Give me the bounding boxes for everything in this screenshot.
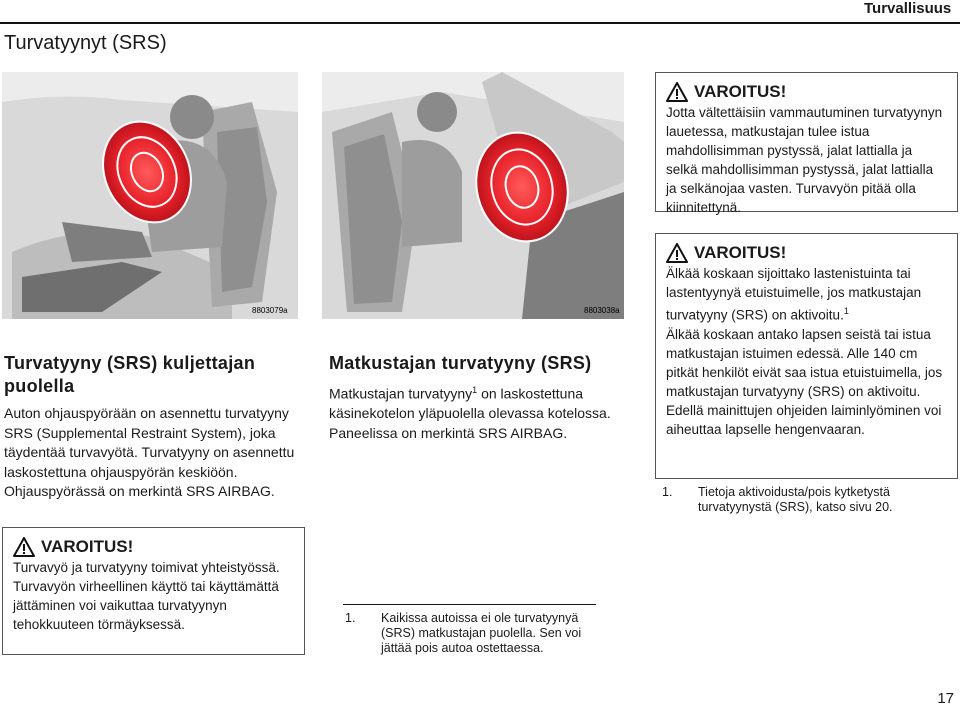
footnote-number: 1. bbox=[662, 485, 673, 499]
warning-body bbox=[666, 264, 947, 439]
passenger-section bbox=[329, 352, 629, 443]
header-rule bbox=[0, 22, 960, 24]
footnote-text: Tietoja aktivoidusta/pois kytketystä turvatyynystä (SRS), katso sivu 20. bbox=[698, 485, 893, 514]
warning-title: VAROITUS! bbox=[41, 537, 134, 556]
footnote-text: Kaikissa autoissa ei ole turvatyynyä (SRS) matkustajan puolella. Sen voi jättää pois autoa ostettaessa. bbox=[381, 611, 582, 655]
passenger-illustration-code: 8803038a bbox=[584, 306, 620, 315]
warning-title: VAROITUS! bbox=[694, 243, 787, 262]
footnote-right bbox=[662, 485, 958, 515]
footnote-number: 1. bbox=[345, 611, 356, 625]
page-number: 17 bbox=[937, 690, 954, 707]
warning-box-middle bbox=[655, 233, 958, 479]
passenger-airbag-illustration bbox=[322, 72, 624, 319]
driver-section-body: Auton ohjauspyörään on asennettu turvatyyny SRS (Supplemental Restraint System), joka täydentää turvavyötä. Turvatyyny on asennettu laskostettuna ohjauspyörän keskiöön. Ohjauspyörässä on merkintä SRS AIRBAG. bbox=[4, 405, 295, 499]
passenger-body-end: on laskostettuna käsinekotelon yläpuolella olevassa kotelossa. Paneelissa on merkintä SRS AIRBAG. bbox=[329, 385, 611, 441]
driver-airbag-illustration bbox=[2, 72, 298, 319]
driver-section bbox=[4, 352, 304, 502]
warning-header bbox=[666, 81, 947, 103]
passenger-section-heading: Matkustajan turvatyyny (SRS) bbox=[329, 353, 592, 373]
driver-illustration-code: 8803079a bbox=[252, 306, 288, 315]
warning-header bbox=[13, 536, 294, 558]
warning-paragraph-2: Älkää koskaan antako lapsen seistä tai istua matkustajan istuimen edessä. Alle 140 cm pitkät henkilöt eivät saa istua etuistuimella, jos matkustajan turvatyyny (SRS) on aktivoitu. bbox=[666, 326, 943, 399]
warning-icon bbox=[666, 82, 688, 102]
footnote-rule bbox=[343, 604, 596, 605]
warning-paragraph-3: Edellä mainittujen ohjeiden laiminlyöminen voi aiheuttaa lapselle hengenvaaran. bbox=[666, 402, 942, 437]
warning-paragraph-1-text: Älkää koskaan sijoittako lastenistuinta tai lastentyynyä etuistuimelle, jos matkustajan turvatyyny (SRS) on aktivoitu. bbox=[666, 266, 922, 323]
section-header: Turvallisuus bbox=[864, 0, 952, 17]
page-title: Turvatyynyt (SRS) bbox=[4, 32, 167, 54]
footnote-center bbox=[345, 611, 605, 656]
warning-icon bbox=[666, 243, 688, 263]
warning-icon bbox=[13, 537, 35, 557]
passenger-section-body bbox=[329, 381, 629, 443]
warning-body: Jotta vältettäisiin vammautuminen turvatyynyn lauetessa, matkustajan tulee istua mahdollisimman pystyssä, jalat lattialla ja selkä mahdollisimman pystyssä, jalat lattialla ja selkänojaa vasten. Turvavyön pitää olla kiinnitettynä. bbox=[666, 105, 943, 215]
driver-section-heading: Turvatyyny (SRS) kuljettajan puolella bbox=[4, 353, 256, 396]
warning-box-top bbox=[655, 72, 958, 215]
warning-paragraph-1 bbox=[666, 264, 947, 325]
footnote-marker: 1 bbox=[843, 306, 849, 316]
footnote-marker: 1 bbox=[472, 385, 478, 395]
warning-header bbox=[666, 242, 947, 264]
warning-box-bottom bbox=[2, 527, 305, 655]
passenger-body-start: Matkustajan turvatyyny bbox=[329, 385, 473, 402]
warning-title: VAROITUS! bbox=[694, 82, 787, 101]
warning-body: Turvavyö ja turvatyyny toimivat yhteistyössä. Turvavyön virheellinen käyttö tai käyttämättä jättäminen voi vaikuttaa turvatyynyn tehokkuuteen törmäyksessä. bbox=[13, 560, 280, 632]
